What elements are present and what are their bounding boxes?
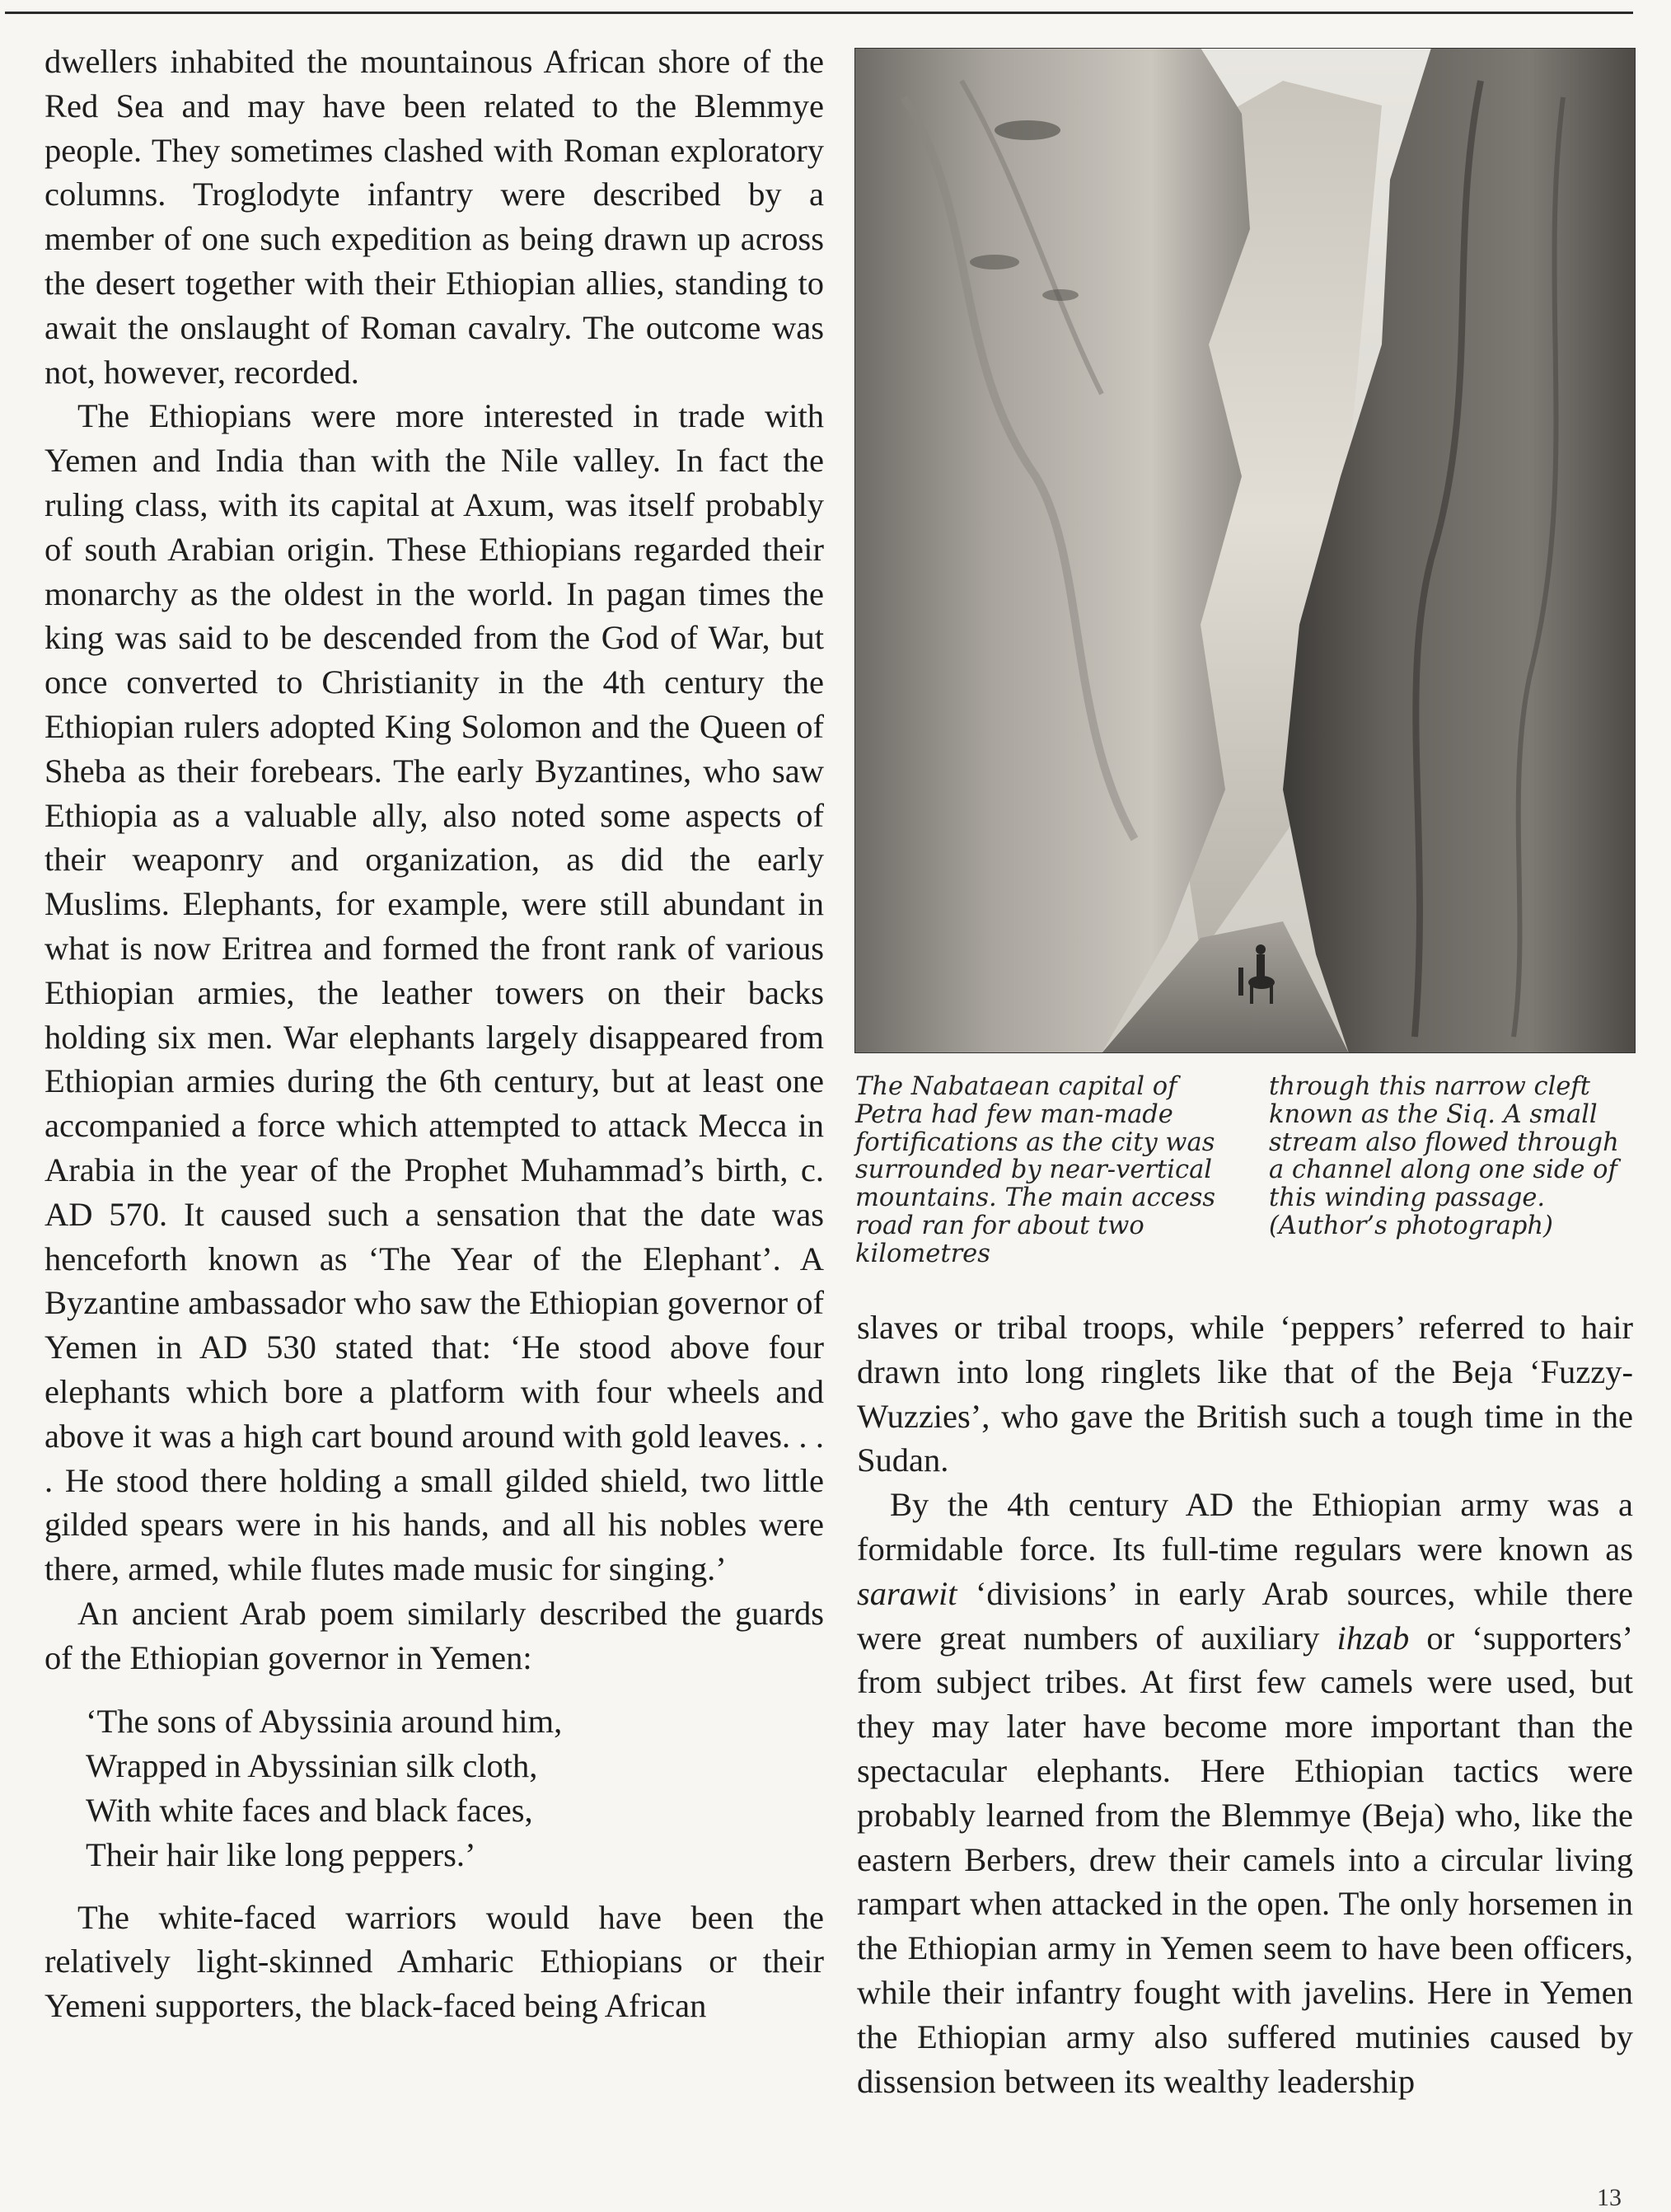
caption-right: through this narrow cleft known as the Siq. A small stream also flowed through a channel along one side of this winding passage. (Author’s photograph) bbox=[1269, 1072, 1619, 1240]
verse-line: ‘The sons of Abyssinia around him, bbox=[86, 1703, 563, 1741]
paragraph-peppers: slaves or tribal troops, while ‘peppers’ referred to hair drawn into long ringlets like that of the Beja ‘Fuzzy-Wuzzies’, who gave the British such a tough time in the Sudan. bbox=[857, 1309, 1633, 1479]
text-run: ‘divisions’ in early Arab sources, while there were great numbers of auxiliary bbox=[857, 1574, 1633, 1657]
paragraph-troglodytes: dwellers inhabited the mountainous African shore of the Red Sea and may have been related to the Blemmye people. They sometimes clashed with Roman exploratory columns. Troglodyte infantry were described by a member of one such expedition as being drawn up across the desert together with their Ethiopian allies, standing to await the onslaught of Roman cavalry. The outcome was not, however, recorded. bbox=[44, 43, 824, 391]
caption-left: The Nabataean capital of Petra had few man-made fortifications as the city was surrounded by near-vertical mountains. The main access road ran for about two kilometres bbox=[855, 1072, 1216, 1268]
paragraph-arab-poem-intro: An ancient Arab poem similarly described the guards of the Ethiopian governor in Yemen: bbox=[44, 1594, 824, 1676]
text-run: By the 4th century AD the Ethiopian army was a formidable force. Its full-time regulars were known as bbox=[857, 1486, 1633, 1568]
petra-siq-photograph bbox=[854, 48, 1636, 1053]
left-column bbox=[44, 40, 824, 2028]
verse-line: Wrapped in Abyssinian silk cloth, bbox=[86, 1747, 538, 1785]
verse-line: Their hair like long peppers.’ bbox=[86, 1835, 476, 1873]
canyon-photo-illustration bbox=[854, 48, 1636, 1053]
page-number: 13 bbox=[1597, 2184, 1622, 2211]
top-rule bbox=[5, 12, 1633, 14]
paragraph-ethiopian-army bbox=[857, 1483, 1633, 2103]
term-ihzab: ihzab bbox=[1336, 1619, 1410, 1657]
right-column bbox=[857, 1305, 1633, 2103]
text-run: or ‘supporters’ from subject tribes. At first few camels were used, but they may later have become more important than the spectacular elephants. Here Ethiopian tactics were probably learned from the Blemmye (Beja) who, like the eastern Berbers, drew their camels into a circular living rampart when attacked in the open. The only horsemen in the Ethiopian army in Yemen seem to have been officers, while their infantry fought with javelins. Here in Yemen the Ethiopian army also suffered mutinies caused by dissension between its wealthy leadership bbox=[857, 1619, 1633, 2100]
poem-verse bbox=[86, 1699, 824, 1877]
paragraph-white-faced-warriors: The white-faced warriors would have been the relatively light-skinned Amharic Ethiopians or their Yemeni supporters, the black-faced being African bbox=[44, 1898, 824, 2025]
paragraph-ethiopians: The Ethiopians were more interested in trade with Yemen and India than with the Nile valley. In fact the ruling class, with its capital at Axum, was itself probably of south Arabian origin. These Ethiopians regarded their monarchy as the oldest in the world. In pagan times the king was said to be descended from the God of War, but once converted to Christianity in the 4th century the Ethiopian rulers adopted King Solomon and the Queen of Sheba as their forebears. The early Byzantines, who saw Ethiopia as a valuable ally, also noted some aspects of their weaponry and organization, as did the early Muslims. Elephants, for example, were still abundant in what is now Eritrea and formed the front rank of various Ethiopian armies, the leather towers on their backs holding six men. War elephants largely disappeared from Ethiopian armies during the 6th century, but at least one accompanied a force which attempted to attack Mecca in Arabia in the year of the Prophet Muhammad’s birth, c. AD 570. It caused such a sensation that the date was henceforth known as ‘The Year of the Elephant’. A Byzantine ambassador who saw the Ethiopian governor of Yemen in AD 530 stated that: ‘He stood above four elephants which bore a platform with four wheels and above it was a high cart bound around with gold leaves. . . . He stood there holding a small gilded shield, two little gilded spears were in his hands, and all his nobles were there, armed, while flutes made music for singing.’ bbox=[44, 397, 824, 1588]
verse-line: With white faces and black faces, bbox=[86, 1792, 533, 1830]
figure-caption bbox=[855, 1073, 1635, 1304]
term-sarawit: sarawit bbox=[857, 1574, 957, 1612]
